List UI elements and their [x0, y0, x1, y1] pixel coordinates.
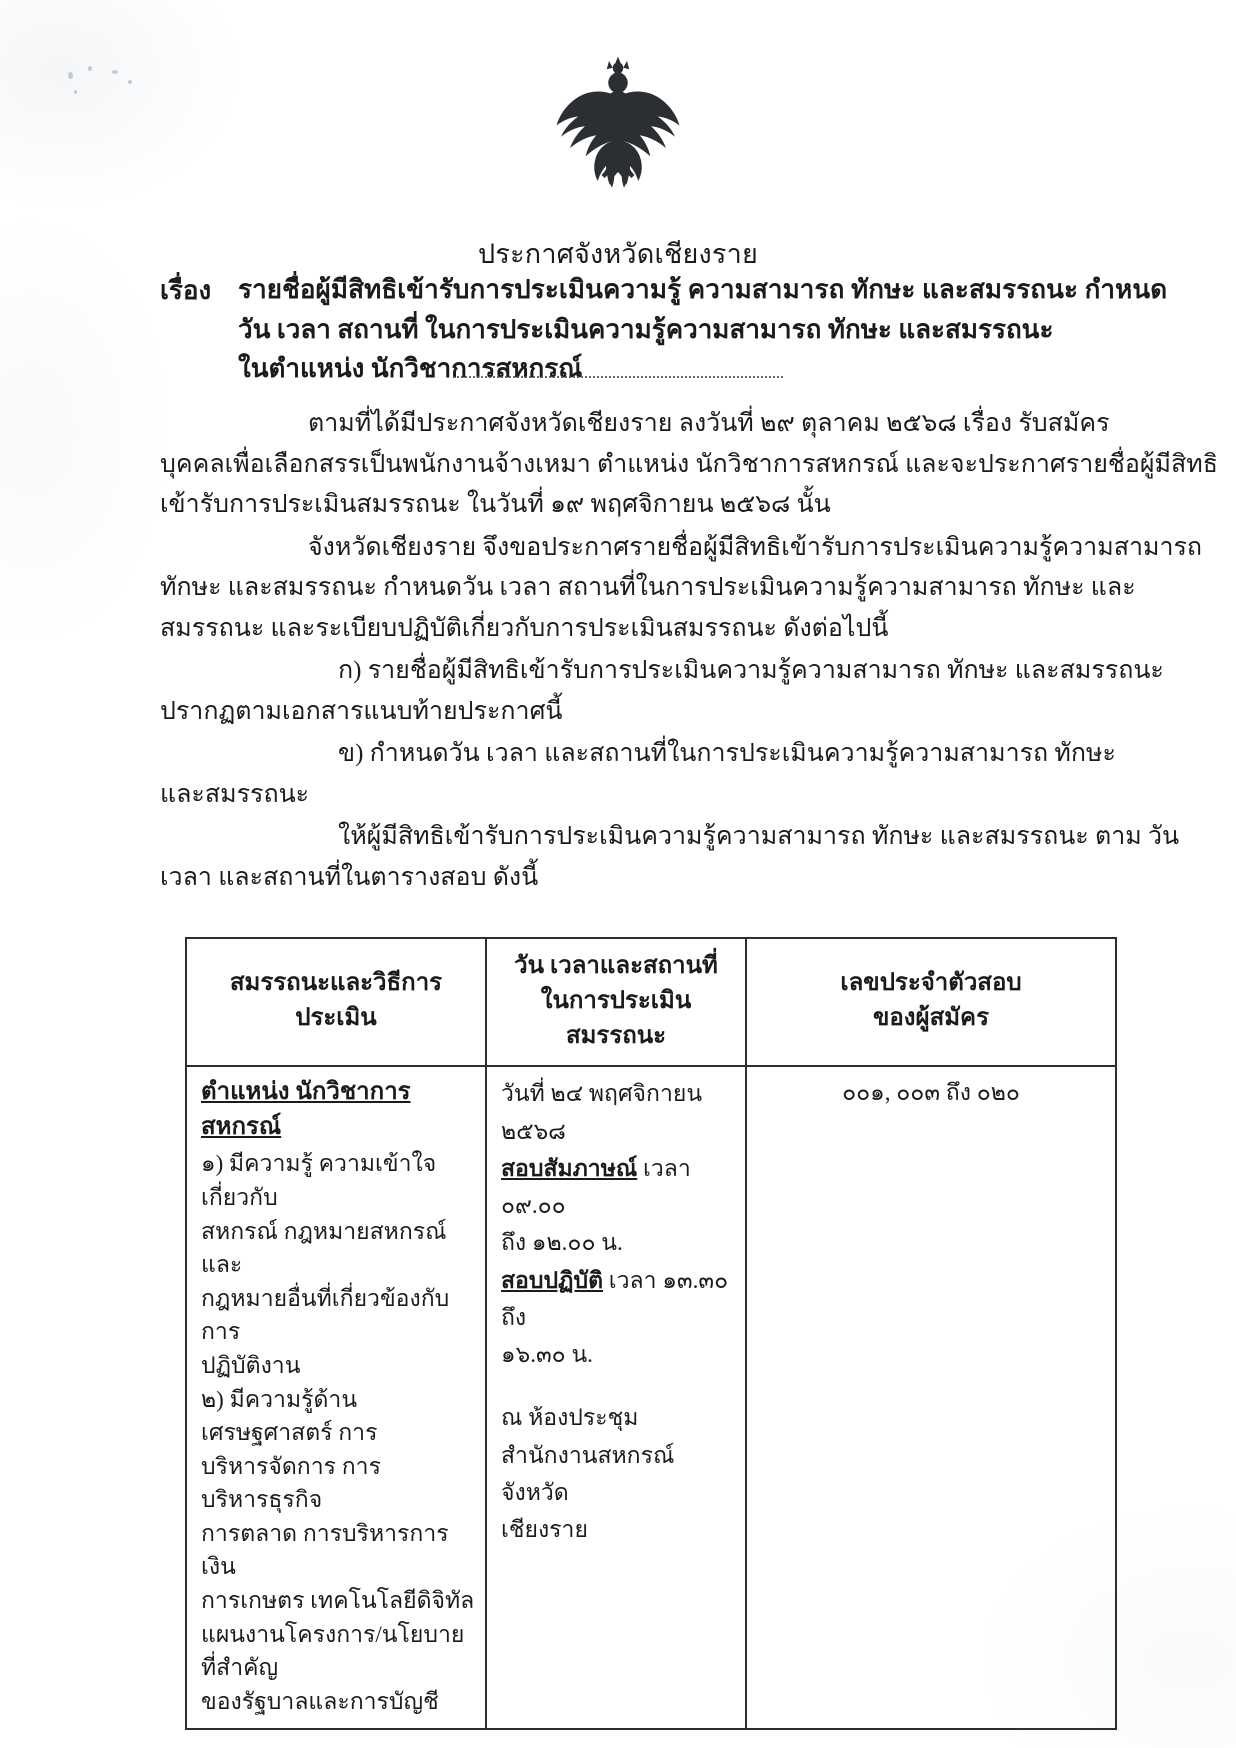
header-datetime-venue: [486, 938, 746, 1066]
competency-line: การตลาด การบริหารการเงิน: [201, 1520, 449, 1580]
table-row: [186, 1066, 1116, 1729]
subject-line-2: วัน เวลา สถานที่ ในการประเมินความรู้ความสามารถ ทักษะ และสมรรถนะ: [238, 314, 1054, 344]
list-item-ka-line-1: ก) รายชื่อผู้มีสิทธิเข้ารับการประเมินความรู้ความสามารถ ทักษะ และสมรรถนะ: [338, 657, 1164, 684]
competency-line: ๒) มีความรู้ด้านเศรษฐศาสตร์ การ: [201, 1386, 378, 1446]
paragraph-3: [160, 817, 1180, 898]
header-exam-number-line-1: เลขประจำตัวสอบ: [840, 970, 1022, 997]
subject-line-1: รายชื่อผู้มีสิทธิเข้ารับการประเมินความรู้ ความสามารถ ทักษะ และสมรรถนะ กำหนด: [238, 275, 1168, 304]
cell-competency: [186, 1066, 486, 1729]
document-body: [160, 404, 1218, 900]
venue-line: ณ ห้องประชุม: [501, 1405, 639, 1431]
practical-time-end: ๑๖.๓๐ น.: [501, 1342, 593, 1368]
header-datetime-venue-line-1: วัน เวลาและสถานที่: [514, 953, 718, 979]
list-item-kho-line-1: ข) กำหนดวัน เวลา และสถานที่ในการประเมินความรู้ความสามารถ ทักษะ: [338, 740, 1116, 767]
list-item-ka-line-2: ปรากฏตามเอกสารแนบท้ายประกาศนี้: [160, 697, 563, 725]
competency-line: บริหารจัดการ การบริหารธุรกิจ: [201, 1453, 381, 1513]
paragraph-3-line-2: เวลา และสถานที่ในตารางสอบ ดังนี้: [160, 863, 539, 891]
competency-line: ของรัฐบาลและการบัญชี: [201, 1688, 439, 1714]
competency-line: สหกรณ์ กฎหมายสหกรณ์ และ: [201, 1218, 447, 1278]
paragraph-2: [160, 528, 1203, 650]
list-item-kho-line-2: และสมรรถนะ: [160, 780, 310, 808]
interview-time-end: ถึง ๑๒.๐๐ น.: [501, 1230, 623, 1256]
venue-line: สำนักงานสหกรณ์จังหวัด: [501, 1442, 675, 1505]
competency-line: การเกษตร เทคโนโลยีดิจิทัล: [201, 1587, 475, 1613]
list-item-kho: [160, 734, 1116, 815]
table-header-row: [186, 938, 1116, 1066]
interview-time: เวลา ๐๙.๐๐: [501, 1155, 691, 1219]
competency-line: แผนงานโครงการ/นโยบายที่สำคัญ: [201, 1621, 465, 1681]
competency-line: กฎหมายอื่นที่เกี่ยวข้องกับการ: [201, 1285, 450, 1345]
subject-text: [238, 270, 1167, 389]
paragraph-1: [160, 404, 1218, 526]
competency-line: ๑) มีความรู้ ความเข้าใจเกี่ยวกับ: [201, 1151, 437, 1211]
header-datetime-venue-line-2: ในการประเมินสมรรถนะ: [540, 987, 692, 1049]
cell-schedule: [486, 1066, 746, 1729]
subject-line-3: ในตำแหน่ง นักวิชาการสหกรณ์: [238, 354, 583, 384]
header-exam-number: [746, 938, 1116, 1066]
subject-label: เรื่อง: [160, 276, 212, 305]
schedule-practical: [501, 1262, 735, 1337]
garuda-emblem: [543, 52, 693, 202]
document-title: ประกาศจังหวัดเชียงราย: [478, 239, 758, 269]
practical-time: เวลา ๑๓.๓๐ ถึง: [501, 1267, 729, 1330]
practical-label: สอบปฏิบัติ: [501, 1267, 604, 1293]
position-title: ตำแหน่ง นักวิชาการสหกรณ์: [201, 1079, 411, 1141]
subject-block: [160, 270, 1168, 389]
paragraph-3-line-1: ให้ผู้มีสิทธิเข้ารับการประเมินความรู้ความสามารถ ทักษะ และสมรรถนะ ตาม วัน: [338, 823, 1180, 850]
schedule-spacer: [501, 1373, 735, 1399]
dotted-separator: [453, 376, 783, 378]
paragraph-1-line-2: บุคคลเพื่อเลือกสรรเป็นพนักงานจ้างเหมา ตำแหน่ง นักวิชาการสหกรณ์ และจะประกาศรายชื่อผู้มีสิทธิ: [160, 450, 1218, 478]
exam-schedule-table: [185, 937, 1117, 1730]
exam-numbers: ๐๐๑, ๐๐๓ ถึง ๐๒๐: [842, 1080, 1020, 1106]
header-competency: [186, 938, 486, 1066]
paragraph-2-line-2: ทักษะ และสมรรถนะ กำหนดวัน เวลา สถานที่ในการประเมินความรู้ความสามารถ ทักษะ และ: [160, 574, 1136, 601]
paragraph-2-line-3: สมรรถนะ และระเบียบปฏิบัติเกี่ยวกับการประเมินสมรรถนะ ดังต่อไปนี้: [160, 614, 889, 642]
competency-line: ปฏิบัติงาน: [201, 1352, 301, 1378]
list-item-ka: [160, 651, 1164, 732]
interview-label: สอบสัมภาษณ์: [501, 1155, 638, 1181]
cell-exam-numbers: [746, 1066, 1116, 1729]
header-exam-number-line-2: ของผู้สมัคร: [872, 1005, 989, 1032]
paragraph-1-line-1: ตามที่ได้มีประกาศจังหวัดเชียงราย ลงวันที่ ๒๙ ตุลาคม ๒๕๖๘ เรื่อง รับสมัคร: [308, 410, 1110, 437]
schedule-date: วันที่ ๒๔ พฤศจิกายน ๒๕๖๘: [501, 1081, 703, 1144]
venue-line: เชียงราย: [501, 1517, 588, 1543]
paragraph-2-line-1: จังหวัดเชียงราย จึงขอประกาศรายชื่อผู้มีสิทธิเข้ารับการประเมินความรู้ความสามารถ: [308, 533, 1203, 561]
paragraph-1-line-3: เข้ารับการประเมินสมรรถนะ ในวันที่ ๑๙ พฤศจิกายน ๒๕๖๘ นั้น: [160, 491, 831, 518]
emblem-container: [0, 52, 1236, 207]
schedule-interview: [501, 1150, 735, 1225]
header-competency-line-1: สมรรถนะและวิธีการประเมิน: [229, 970, 443, 1032]
